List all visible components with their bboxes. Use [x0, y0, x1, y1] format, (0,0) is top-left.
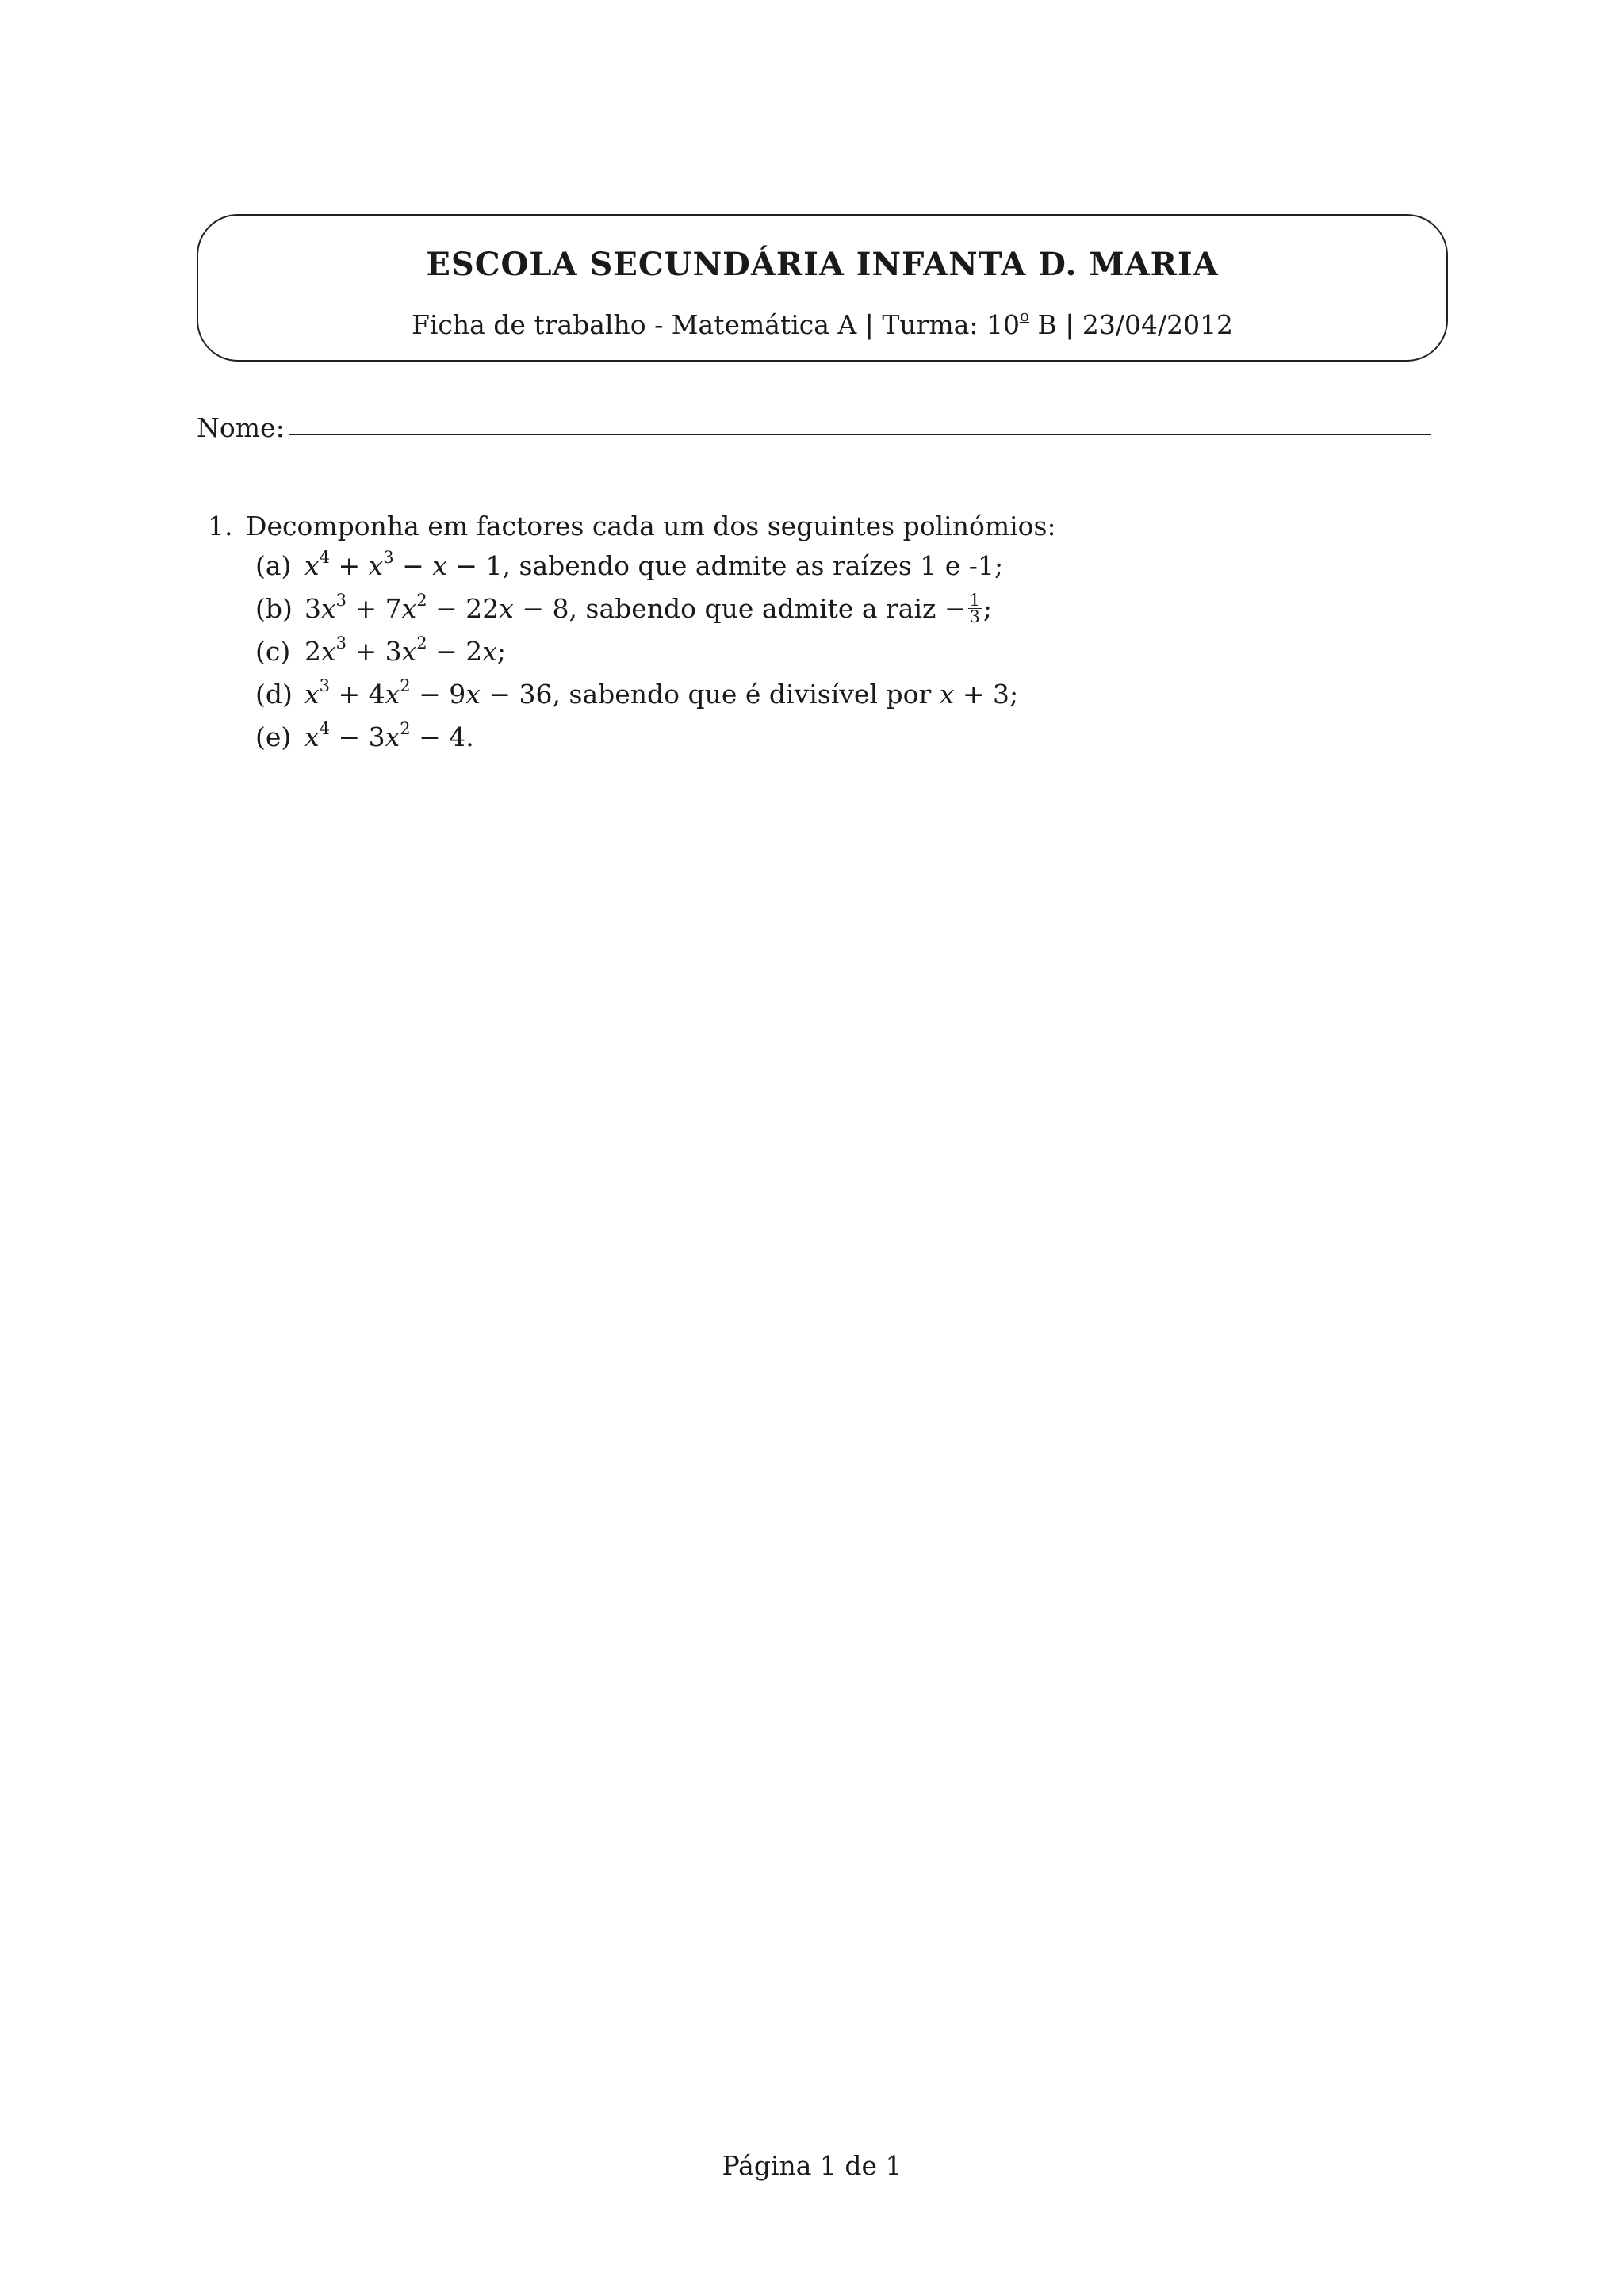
subtitle-prefix: Ficha de trabalho - Matemática A | Turma: 10: [411, 309, 1020, 340]
item-label: (e): [255, 721, 292, 752]
polynomial-c: $2x^3 + 3x^2 - 2x$: [304, 633, 497, 667]
question-item-e: [208, 721, 1397, 764]
item-label: (b): [255, 593, 293, 624]
question-item-a: [208, 550, 1397, 593]
worksheet-subtitle: [198, 306, 1446, 340]
question-number: 1.: [208, 511, 233, 541]
root-value: − $\frac{1}{3}$ ;: [944, 590, 993, 626]
question-prompt: Decomponha em factores cada um dos seguintes polinómios:: [246, 511, 1056, 541]
name-input-line[interactable]: [289, 434, 1431, 435]
item-suffix: .: [465, 721, 474, 752]
item-suffix: , sabendo que admite a raiz: [569, 593, 944, 624]
question-items: [208, 550, 1397, 764]
header-box: [197, 214, 1448, 362]
item-suffix: , sabendo que admite as raízes 1 e -1;: [502, 550, 1004, 581]
fraction-one-third: $\frac{1}{3}$: [969, 590, 980, 626]
school-name: ESCOLA SECUNDÁRIA INFANTA D. MARIA: [426, 246, 1219, 283]
divisor: x + 3;: [939, 679, 1019, 710]
name-field-row: [197, 412, 1431, 452]
question-item-c: [208, 633, 1397, 679]
question-prompt-line: [208, 511, 1397, 550]
question-item-b: [208, 590, 1397, 636]
name-label: Nome:: [197, 412, 285, 443]
question-1: [208, 511, 1397, 764]
item-label: (c): [255, 636, 291, 667]
item-suffix: , sabendo que é divisível por: [552, 679, 940, 710]
polynomial-d: $x^3 + 4x^2 - 9x - 36$: [304, 676, 553, 710]
subtitle-suffix: B | 23/04/2012: [1029, 309, 1234, 340]
polynomial-e: $x^4 - 3x^2 - 4$: [304, 719, 466, 752]
question-item-d: [208, 676, 1397, 721]
polynomial-b: $3x^3 + 7x^2 - 22x - 8$: [304, 591, 569, 624]
page-footer: Página 1 de 1: [722, 2150, 902, 2181]
polynomial-a: $x^4 + x^3 - x - 1$: [304, 548, 503, 581]
subtitle-ordinal: o: [1019, 306, 1030, 325]
item-label: (d): [255, 679, 293, 710]
item-suffix: ;: [496, 636, 507, 667]
item-label: (a): [255, 550, 292, 581]
